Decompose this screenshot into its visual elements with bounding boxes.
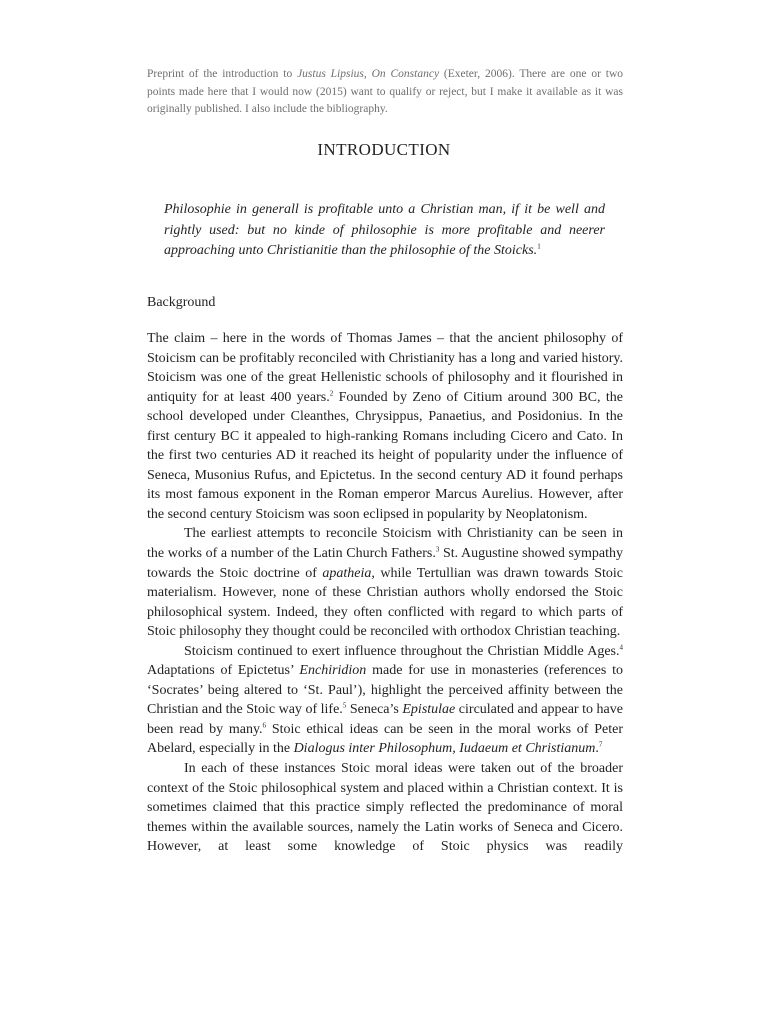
text-run: , while Tertullian was drawn towards Stoic materialism. However, none of these Christian authors wholly endorsed the Stoic philosophical system. Indeed, they often conflicted with regard to which parts of Stoic philosophy they thought could be reconciled with orthodox Christian teaching. [147,565,623,640]
text-run: Stoic ethical ideas can be seen in the moral works of Peter Abelard, especially in the [147,721,624,757]
section-heading: Background [147,295,216,310]
text-run: Founded by Zeno of Citium around 300 BC, the school developed under Cleanthes, Chrysippus, Panaetius, and Posidonius. In the first century BC it appealed to high-ranking Romans including Cicero and Cato. In the first two centuries AD it reached its height of popularity under the influence of Seneca, Musonius Rufus, and Epictetus. In the second century AD it found perhaps its most famous exponent in the Roman emperor Marcus Aurelius. However, after the second century Stoicism was soon eclipsed in popularity by Neoplatonism. [147,389,623,522]
italic-title: Dialogus inter Philosophum, Iudaeum et Christianum [293,741,596,757]
footnote-marker: 5 [342,701,347,710]
text-run: The earliest attempts to reconcile Stoicism with Christianity can be seen in the works of a number of the Latin Church Fathers. [147,526,623,562]
preprint-text-b: (Exeter, 2006). There are one or two points made here that I would now (2015) want to qualify or reject, but I make it available as it was originally published. I also include the bibliography. [147,68,623,115]
text-run: The claim – here in the words of Thomas James – that the ancient philosophy of Stoicism can be profitably reconciled with Christianity has a long and varied history. Stoicism was one of the great Hellenistic schools of philosophy and it flourished in antiquity for at least 400 years. [147,331,623,405]
text-run: Seneca’s [346,702,403,718]
text-run: St. Augustine showed sympathy towards the Stoic doctrine of [147,546,623,581]
footnote-marker: 4 [619,643,623,652]
italic-term: apatheia [322,565,372,581]
text-run: circulated and appear to have been read by many. [147,702,623,737]
paragraph-1 [147,329,623,524]
page-title: INTRODUCTION [317,140,451,159]
footnote-marker: 3 [435,545,440,554]
italic-title: Enchiridion [299,663,367,679]
paragraph-2 [147,524,623,641]
paragraph-4: In each of these instances Stoic moral ideas were taken out of the broader context of the Stoic philosophical system and placed within a Christian context. It is sometimes claimed that this practice simply reflected the predominance of moral themes within the available sources, namely the Latin works of Seneca and Cicero. However, at least some knowledge of Stoic physics was readily [147,761,623,855]
text-run: Stoicism continued to exert influence throughout the Christian Middle Ages. [184,643,620,659]
paragraph-3 [147,642,623,759]
preprint-book-title: Justus Lipsius, On Constancy [297,68,440,80]
epigraph-text: Philosophie in generall is profitable unto a Christian man, if it be well and rightly used: but no kinde of philosophie is more profitable and neerer approaching unto Christianitie than the philosophie of the Stoicks. [164,202,605,258]
preprint-note [147,66,623,119]
text-run: . [595,741,599,757]
footnote-marker: 1 [537,242,541,251]
footnote-marker: 7 [598,740,603,749]
preprint-text-a: Preprint of the introduction to [147,68,298,80]
body-text [147,329,623,857]
footnote-marker: 6 [262,721,267,730]
text-run: Adaptations of Epictetus’ [147,663,300,679]
italic-title: Epistulae [402,702,456,718]
epigraph [164,200,605,262]
footnote-marker: 2 [329,388,334,397]
text-run: made for use in monasteries (references to ‘Socrates’ being altered to ‘St. Paul’), highlight the perceived affinity between the Christian and the Stoic way of life. [147,663,623,718]
